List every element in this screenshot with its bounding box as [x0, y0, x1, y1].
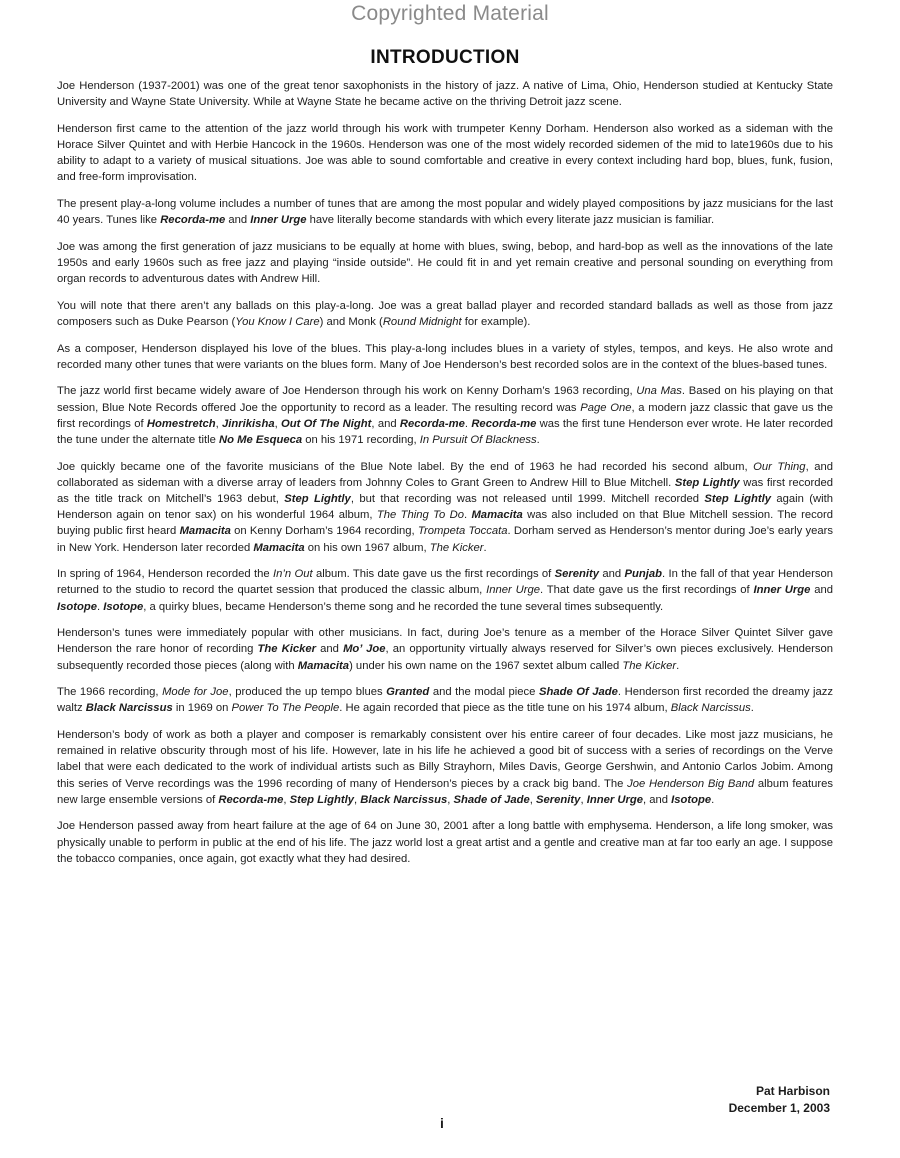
tune-title: Step Lightly: [289, 793, 355, 806]
text-run: on his own 1967 album,: [304, 541, 430, 554]
album-title: Trompeta Toccata: [417, 525, 508, 538]
tune-title: Shade of Jade: [453, 793, 530, 806]
tune-title: Inner Urge: [250, 214, 307, 227]
text-run: ,: [215, 417, 223, 430]
text-run: was first recorded as the title track on Mitchell’s 1963 debut,: [57, 476, 834, 505]
body-paragraph: [57, 727, 833, 808]
tune-title: Shade Of Jade: [538, 686, 618, 699]
tune-title: Mamacita: [179, 525, 231, 538]
text-run: . That date gave us the first recordings of: [539, 584, 754, 597]
tune-title: Homestretch: [146, 417, 216, 430]
tune-title: Inner Urge: [586, 793, 643, 806]
text-run: and: [810, 584, 834, 597]
author-name: Pat Harbison: [755, 1084, 830, 1098]
text-run: ,: [580, 793, 587, 806]
text-run: album. This date gave us the first recordings of: [312, 568, 555, 581]
album-title: Inner Urge: [486, 584, 540, 597]
album-title: In Pursuit Of Blackness: [419, 434, 537, 446]
album-title: Round Midnight: [382, 316, 462, 328]
tune-title: Recorda-me: [160, 214, 226, 227]
tune-title: Recorda-me: [399, 417, 465, 430]
text-run: As a composer, Henderson displayed his love of the blues. This play-a-long includes blues in a variety of styles, tempos, and keys. He also wrote and recorded many other tunes that were variants on the blues form. Many of Joe Henderson’s best recorded solos are in the context of the blues-based tunes.: [57, 342, 833, 371]
tune-title: Jinrikisha: [222, 417, 275, 430]
copyright-watermark: Copyrighted Material: [351, 2, 549, 25]
text-run: Joe was among the first generation of jazz musicians to be equally at home with blues, swing, bebop, and hard-bop as well as the innovations of the late 1950s and early 1960s such as free jazz and playing “inside outside”. He could fit in and yet remain creative and personal sounding on everything from organ records to adventurous dates with Andrew Hill.: [57, 240, 833, 286]
body-paragraph: [57, 625, 833, 674]
text-run: .: [711, 793, 715, 806]
signature-date: December 1, 2003: [728, 1101, 830, 1115]
body-paragraph: [57, 566, 833, 615]
text-run: Henderson’s body of work as both a player and composer is remarkably consistent over his entire career of four decades. Like most jazz musicians, he remained in relative obscurity through most of his life. However, late in his life he achieved a good bit of success with a series of recordings on the Verve label that were each dedicated to the work of individual artists such as Billy Strayhorn, Miles Davis, George Gershwin, and Antonio Carlos Jobim. Among this series of Verve recordings was the 1996 recording of many of Henderson’s pieces by a crack big band. The: [57, 729, 833, 790]
text-run: Joe Henderson (1937-2001) was one of the great tenor saxophonists in the history of jazz. A native of Lima, Ohio, Henderson studied at Kentucky State University and Wayne State University. While at Wayne State he became active on the thriving Detroit jazz scene.: [57, 80, 833, 109]
tune-title: Mamacita: [471, 509, 523, 522]
text-run: .: [463, 509, 472, 522]
page-number: i: [440, 1115, 444, 1131]
body-paragraph: [57, 459, 833, 556]
tune-title: Mamacita: [297, 659, 350, 672]
tune-title: Granted: [386, 686, 430, 699]
tune-title: Serenity: [536, 793, 581, 806]
body-paragraph: [57, 78, 833, 110]
text-run: have literally become standards with which every literate jazz musician is familiar.: [306, 214, 715, 227]
album-title: The Kicker: [622, 659, 677, 672]
tune-title: Punjab: [624, 568, 663, 581]
tune-title: Step Lightly: [704, 493, 772, 505]
text-run: ,: [354, 793, 361, 806]
text-run: was the first tune Henderson ever wrote. He later recorded the tune under the alternate title: [57, 417, 833, 446]
tune-title: The Kicker: [257, 643, 317, 656]
tune-title: Isotope: [57, 600, 98, 613]
signature-block: [729, 1083, 830, 1117]
text-run: and: [316, 643, 344, 656]
body-paragraph: [57, 818, 833, 867]
text-run: In spring of 1964, Henderson recorded the: [57, 568, 273, 581]
album-title: Page One: [580, 401, 632, 414]
text-run: again (with Henderson again on tenor sax) on his wonderful 1964 album,: [57, 493, 834, 522]
body-paragraph: [57, 196, 833, 228]
body-paragraph: [57, 239, 833, 288]
text-run: .: [464, 417, 472, 430]
album-title: Una Mas: [636, 385, 682, 398]
text-run: ,: [283, 793, 290, 806]
album-title: Mode for Joe: [162, 686, 229, 699]
text-run: The present play-a-long volume includes a number of tunes that are among the most popular and widely played compositions by jazz musicians for the last 40 years. Tunes like: [57, 198, 833, 227]
tune-title: Isotope: [671, 793, 712, 806]
tune-title: Recorda-me: [471, 417, 537, 430]
tune-title: Black Narcissus: [360, 793, 448, 806]
text-run: , and collaborated as sideman with a diverse array of leaders from Johnny Coles to Grant Green to Andrew Hill to Blue Mitchell.: [57, 460, 833, 489]
tune-title: Out Of The Night: [280, 417, 372, 430]
text-run: The 1966 recording,: [57, 686, 163, 699]
text-run: ,: [274, 417, 281, 430]
text-run: , and: [642, 793, 672, 806]
text-run: ,: [447, 793, 454, 806]
tune-title: Recorda-me: [218, 793, 284, 806]
body-paragraph: [57, 298, 833, 330]
album-title: The Thing To Do: [376, 509, 464, 522]
text-run: was also included on that Blue Mitchell session. The record buying public first heard: [57, 509, 833, 538]
tune-title: Isotope: [103, 600, 144, 613]
text-run: Joe Henderson passed away from heart failure at the age of 64 on June 30, 2001 after a long battle with emphysema. Henderson, a life long smoker, was physically unable to perform in public at the end of his life. The jazz world lost a great artist and a gentle and creative man at far too early an age. I suppose the tobacco companies, once again, got exactly what they had desired.: [57, 820, 833, 865]
body-paragraph: [57, 383, 833, 448]
album-title: The Kicker: [429, 541, 484, 554]
album-title: Joe Henderson Big Band: [627, 777, 755, 790]
text-run: . Henderson first recorded the dreamy jazz waltz: [57, 686, 833, 715]
text-run: Henderson’s tunes were immediately popular with other musicians. In fact, during Joe’s tenure as a member of the Horace Silver Quintet Silver gave Henderson the rare honor of recording: [57, 627, 833, 656]
text-run: .: [483, 541, 487, 554]
text-run: ,: [529, 793, 537, 806]
tune-title: Black Narcissus: [85, 702, 173, 715]
text-run: in 1969 on: [172, 702, 232, 715]
introduction-body: [57, 78, 833, 877]
text-run: The jazz world first became widely aware of Joe Henderson through his work on Kenny Dorham’s 1963 recording,: [57, 385, 637, 398]
text-run: You will note that there aren’t any ballads on this play-a-long. Joe was a great ballad player and recorded standard ballads as well as those from jazz composers such as Duke Pearson (: [57, 299, 833, 328]
text-run: , a modern jazz classic that gave us the first recordings of: [57, 401, 833, 430]
text-run: .: [750, 702, 754, 715]
album-title: Our Thing: [753, 460, 806, 473]
body-paragraph: [57, 684, 833, 716]
tune-title: Step Lightly: [284, 493, 351, 505]
text-run: and: [599, 568, 625, 581]
album-title: You Know I Care: [235, 316, 320, 328]
tune-title: No Me Esqueca: [219, 434, 303, 446]
tune-title: Serenity: [554, 568, 600, 581]
text-run: ) under his own name on the 1967 sextet album called: [349, 659, 623, 672]
text-run: and: [225, 214, 251, 227]
tune-title: Step Lightly: [674, 476, 740, 489]
album-title: Power To The People: [231, 702, 340, 715]
body-paragraph: [57, 341, 833, 373]
text-run: .: [536, 434, 540, 446]
album-title: Black Narcissus: [670, 702, 751, 715]
tune-title: Inner Urge: [753, 584, 811, 597]
page-title: INTRODUCTION: [370, 47, 520, 68]
text-run: , produced the up tempo blues: [228, 686, 387, 699]
text-run: , but that recording was not released until 1999. Mitchell recorded: [350, 493, 705, 505]
text-run: Joe quickly became one of the favorite musicians of the Blue Note label. By the end of 1963 he had recorded his second album,: [57, 460, 754, 473]
text-run: ) and Monk (: [319, 316, 383, 328]
text-run: on his 1971 recording,: [302, 434, 420, 446]
text-run: Henderson first came to the attention of the jazz world through his work with trumpeter Kenny Dorham. Henderson also worked as a sideman with the Horace Silver Quintet and with Herbie Hancock in the 1960s. Henderson was one of the most widely recorded sidemen of the mid to late1960s due to his ability to adapt to a variety of musical situations. Joe was able to sound comfortable and creative in every context including hard bop, blues, funk, fusion, and free-form improvisation.: [57, 122, 833, 184]
tune-title: Mamacita: [253, 541, 305, 554]
text-run: .: [676, 659, 680, 672]
body-paragraph: [57, 121, 833, 186]
text-run: for example).: [461, 316, 531, 328]
text-run: on Kenny Dorham’s 1964 recording,: [230, 525, 418, 538]
text-run: , a quirky blues, became Henderson’s theme song and he recorded the tune several times subsequently.: [143, 600, 664, 613]
text-run: . In the fall of that year Henderson returned to the studio to record the quartet session that produced the classic album,: [57, 568, 833, 597]
text-run: . Based on his playing on that session, Blue Note Records offered Joe the opportunity to record as a leader. The resulting record was: [57, 385, 833, 414]
text-run: . He again recorded that piece as the title tune on his 1974 album,: [339, 702, 671, 715]
text-run: , an opportunity virtually always reserved for Silver’s own pieces exclusively. Henderson subsequently recorded those pieces (along with: [57, 643, 833, 672]
text-run: .: [97, 600, 104, 613]
tune-title: Mo’ Joe: [343, 643, 386, 656]
text-run: , and: [371, 417, 400, 430]
text-run: and the modal piece: [429, 686, 539, 699]
text-run: album features new large ensemble versions of: [57, 777, 833, 806]
text-run: . Dorham served as Henderson’s mentor during Joe’s early years in New York. Henderson later recorded: [57, 525, 833, 554]
album-title: In’n Out: [273, 568, 313, 581]
